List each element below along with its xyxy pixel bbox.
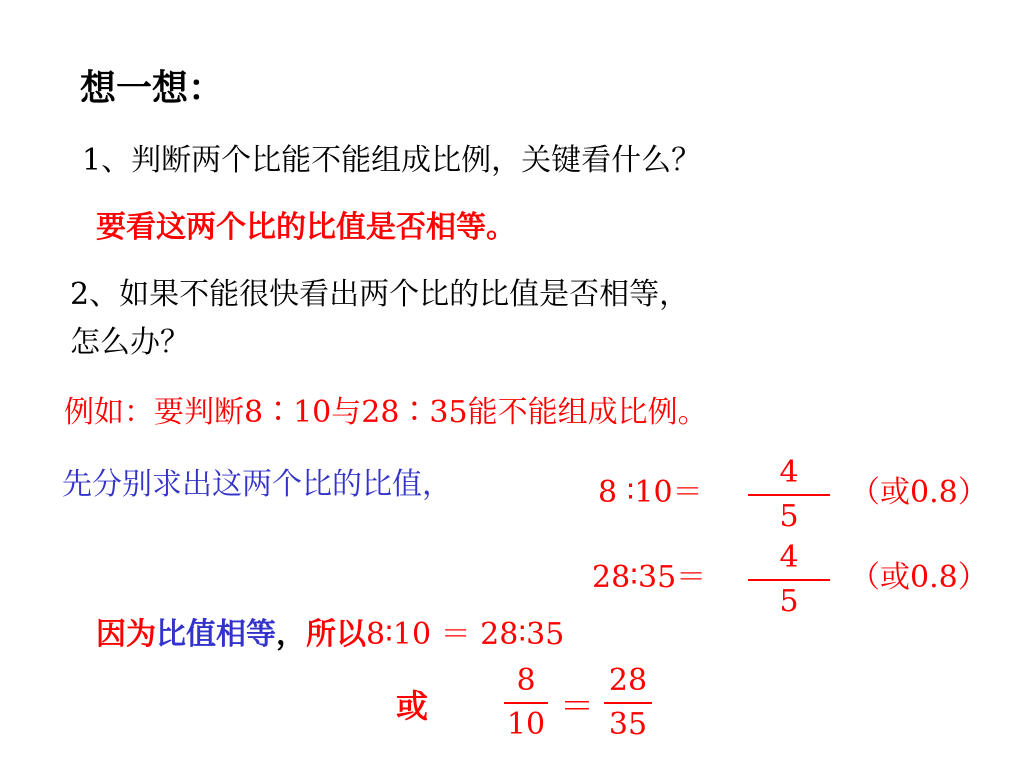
- conclusion-because: 因为: [96, 617, 156, 652]
- or-label: 或: [396, 687, 429, 725]
- answer-1: 要看这两个比的比值是否相等。: [96, 210, 516, 245]
- equation-1-fraction-bar: [748, 494, 830, 496]
- example-text: 例如：要判断8∶10与28∶35能不能组成比例。: [64, 395, 708, 430]
- or-fraction-right-bar: [604, 702, 652, 704]
- conclusion-proportion: 8∶10 ＝ 28∶35: [366, 617, 565, 652]
- page-heading: 想一想：: [80, 67, 225, 109]
- conclusion-line: [96, 617, 565, 652]
- question-2-line-2: 怎么办？: [70, 325, 190, 360]
- conclusion-ratio-equal: 比值相等: [156, 617, 276, 652]
- conclusion-so: 所以: [306, 617, 366, 652]
- equation-2-fraction: [748, 540, 830, 619]
- conclusion-comma: ，: [276, 617, 306, 652]
- or-equals-sign: ＝: [560, 687, 594, 727]
- step-compute-ratios: 先分别求出这两个比的比值，: [62, 467, 452, 502]
- equation-2-fraction-bar: [748, 579, 830, 581]
- or-fraction-right-numerator: 28: [608, 663, 648, 698]
- or-fraction-right: [604, 663, 652, 742]
- equation-1-fraction: [748, 455, 830, 534]
- or-fraction-left-numerator: 8: [516, 663, 536, 698]
- equation-2-numerator: 4: [779, 540, 799, 575]
- or-fraction-left: [504, 663, 548, 742]
- question-1: 1、判断两个比能不能组成比例，关键看什么？: [82, 143, 702, 178]
- or-fraction-left-denominator: 10: [506, 707, 546, 742]
- or-fraction-left-bar: [504, 702, 548, 704]
- equation-2-left: 28∶35＝: [592, 560, 707, 595]
- question-2-line-1: 2、如果不能很快看出两个比的比值是否相等，: [70, 277, 690, 312]
- equation-1-left: 8 ∶10＝: [598, 475, 703, 510]
- or-fraction-right-denominator: 35: [608, 707, 648, 742]
- equation-2-denominator: 5: [779, 584, 799, 619]
- equation-1-numerator: 4: [779, 455, 799, 490]
- equation-1-alt: （或0.8）: [850, 475, 988, 510]
- equation-2-alt: （或0.8）: [850, 560, 988, 595]
- equation-1-denominator: 5: [779, 499, 799, 534]
